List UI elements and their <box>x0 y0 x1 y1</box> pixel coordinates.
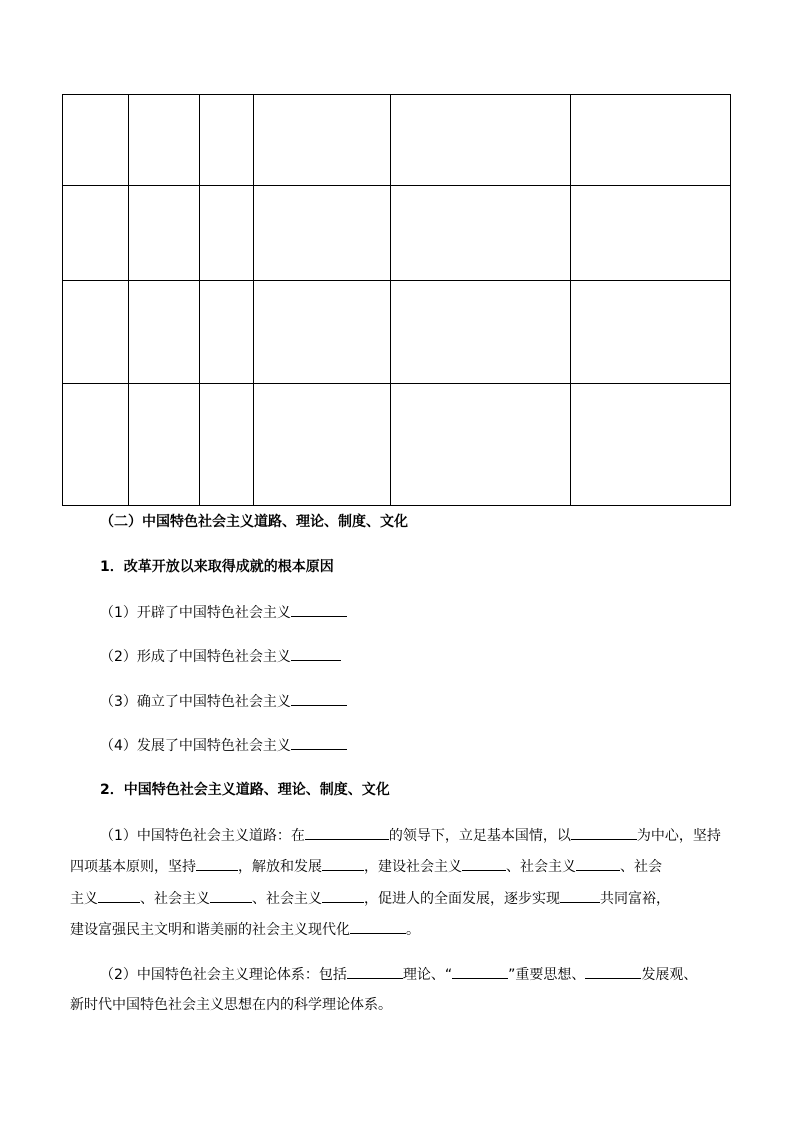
fill-blank[interactable] <box>585 964 641 979</box>
fill-blank[interactable] <box>98 888 140 903</box>
q2-p1-line-4 <box>70 919 420 940</box>
text-span: 为中心，坚持 <box>636 828 721 844</box>
table-cell <box>200 384 254 506</box>
fill-blank[interactable] <box>560 888 600 903</box>
q1-item-3-text: （3）确立了中国特色社会主义 <box>100 694 291 710</box>
fill-blank[interactable] <box>291 691 347 706</box>
text-span: 的领导下，立足基本国情，以 <box>388 828 571 844</box>
table-cell <box>63 95 129 186</box>
table-cell <box>391 384 571 506</box>
table-cell <box>200 95 254 186</box>
q2-p1-line-2 <box>70 856 662 877</box>
table-cell <box>129 95 200 186</box>
fill-blank[interactable] <box>462 856 506 871</box>
text-span: 主义 <box>70 891 98 907</box>
table-cell <box>200 281 254 384</box>
table-cell <box>129 186 200 281</box>
q1-item-4 <box>100 735 347 756</box>
text-span: 四项基本原则，坚持 <box>70 859 196 875</box>
q1-item-3 <box>100 691 347 712</box>
table-cell <box>391 186 571 281</box>
table-cell <box>391 95 571 186</box>
fill-blank[interactable] <box>571 825 637 840</box>
table-cell <box>254 95 391 186</box>
q2-p1-line-1 <box>100 825 721 846</box>
table-cell <box>571 281 731 384</box>
table-row <box>63 186 731 281</box>
fill-blank[interactable] <box>322 856 364 871</box>
q2-p1-line-3 <box>70 888 670 909</box>
text-span: ，解放和发展 <box>238 859 322 875</box>
text-span: 。 <box>406 922 420 938</box>
fill-blank[interactable] <box>291 735 347 750</box>
fill-blank[interactable] <box>322 888 364 903</box>
text-span: 理论、“ <box>402 967 453 983</box>
q1-item-2 <box>100 646 341 667</box>
table-cell <box>571 186 731 281</box>
q1-item-1-text: （1）开辟了中国特色社会主义 <box>100 605 291 621</box>
text-span: 、社会主义 <box>140 891 210 907</box>
text-span: （2）中国特色社会主义理论体系：包括 <box>100 967 347 983</box>
table-cell <box>63 384 129 506</box>
table-cell <box>571 95 731 186</box>
fill-blank[interactable] <box>291 646 341 661</box>
table-cell <box>129 384 200 506</box>
q1-item-2-text: （2）形成了中国特色社会主义 <box>100 649 291 665</box>
table-cell <box>200 186 254 281</box>
table-cell <box>571 384 731 506</box>
text-span: 、社会 <box>620 859 662 875</box>
question-1-title: 1．改革开放以来取得成就的根本原因 <box>100 559 334 575</box>
text-span: ，建设社会主义 <box>364 859 462 875</box>
text-span: 、社会主义 <box>252 891 322 907</box>
fill-blank[interactable] <box>350 919 406 934</box>
table-row <box>63 384 731 506</box>
fill-blank[interactable] <box>347 964 403 979</box>
table-cell <box>254 186 391 281</box>
fill-blank[interactable] <box>196 856 238 871</box>
fill-blank[interactable] <box>452 964 508 979</box>
text-span: 建设富强民主文明和谐美丽的社会主义现代化 <box>70 922 350 938</box>
q1-item-1 <box>100 602 347 623</box>
table-cell <box>391 281 571 384</box>
q1-item-4-text: （4）发展了中国特色社会主义 <box>100 738 291 754</box>
text-span: ，促进人的全面发展，逐步实现 <box>364 891 560 907</box>
table-cell <box>129 281 200 384</box>
table-cell <box>254 281 391 384</box>
text-span: 发展观、 <box>641 967 698 983</box>
text-span: 、社会主义 <box>506 859 576 875</box>
table-row <box>63 95 731 186</box>
fill-blank[interactable] <box>291 602 347 617</box>
table-cell <box>63 281 129 384</box>
text-span: ”重要思想、 <box>508 967 586 983</box>
table-cell <box>63 186 129 281</box>
table-row <box>63 281 731 384</box>
section-heading: （二）中国特色社会主义道路、理论、制度、文化 <box>100 514 408 530</box>
table-cell <box>254 384 391 506</box>
blank-table <box>62 94 731 506</box>
q2-p2-line-1 <box>100 964 697 985</box>
fill-blank[interactable] <box>210 888 252 903</box>
q2-p2-line-2: 新时代中国特色社会主义思想在内的科学理论体系。 <box>70 997 392 1013</box>
fill-blank[interactable] <box>305 825 389 840</box>
text-span: 共同富裕， <box>600 891 670 907</box>
question-2-title: 2．中国特色社会主义道路、理论、制度、文化 <box>100 782 390 798</box>
text-span: （1）中国特色社会主义道路：在 <box>100 828 305 844</box>
fill-blank[interactable] <box>576 856 620 871</box>
